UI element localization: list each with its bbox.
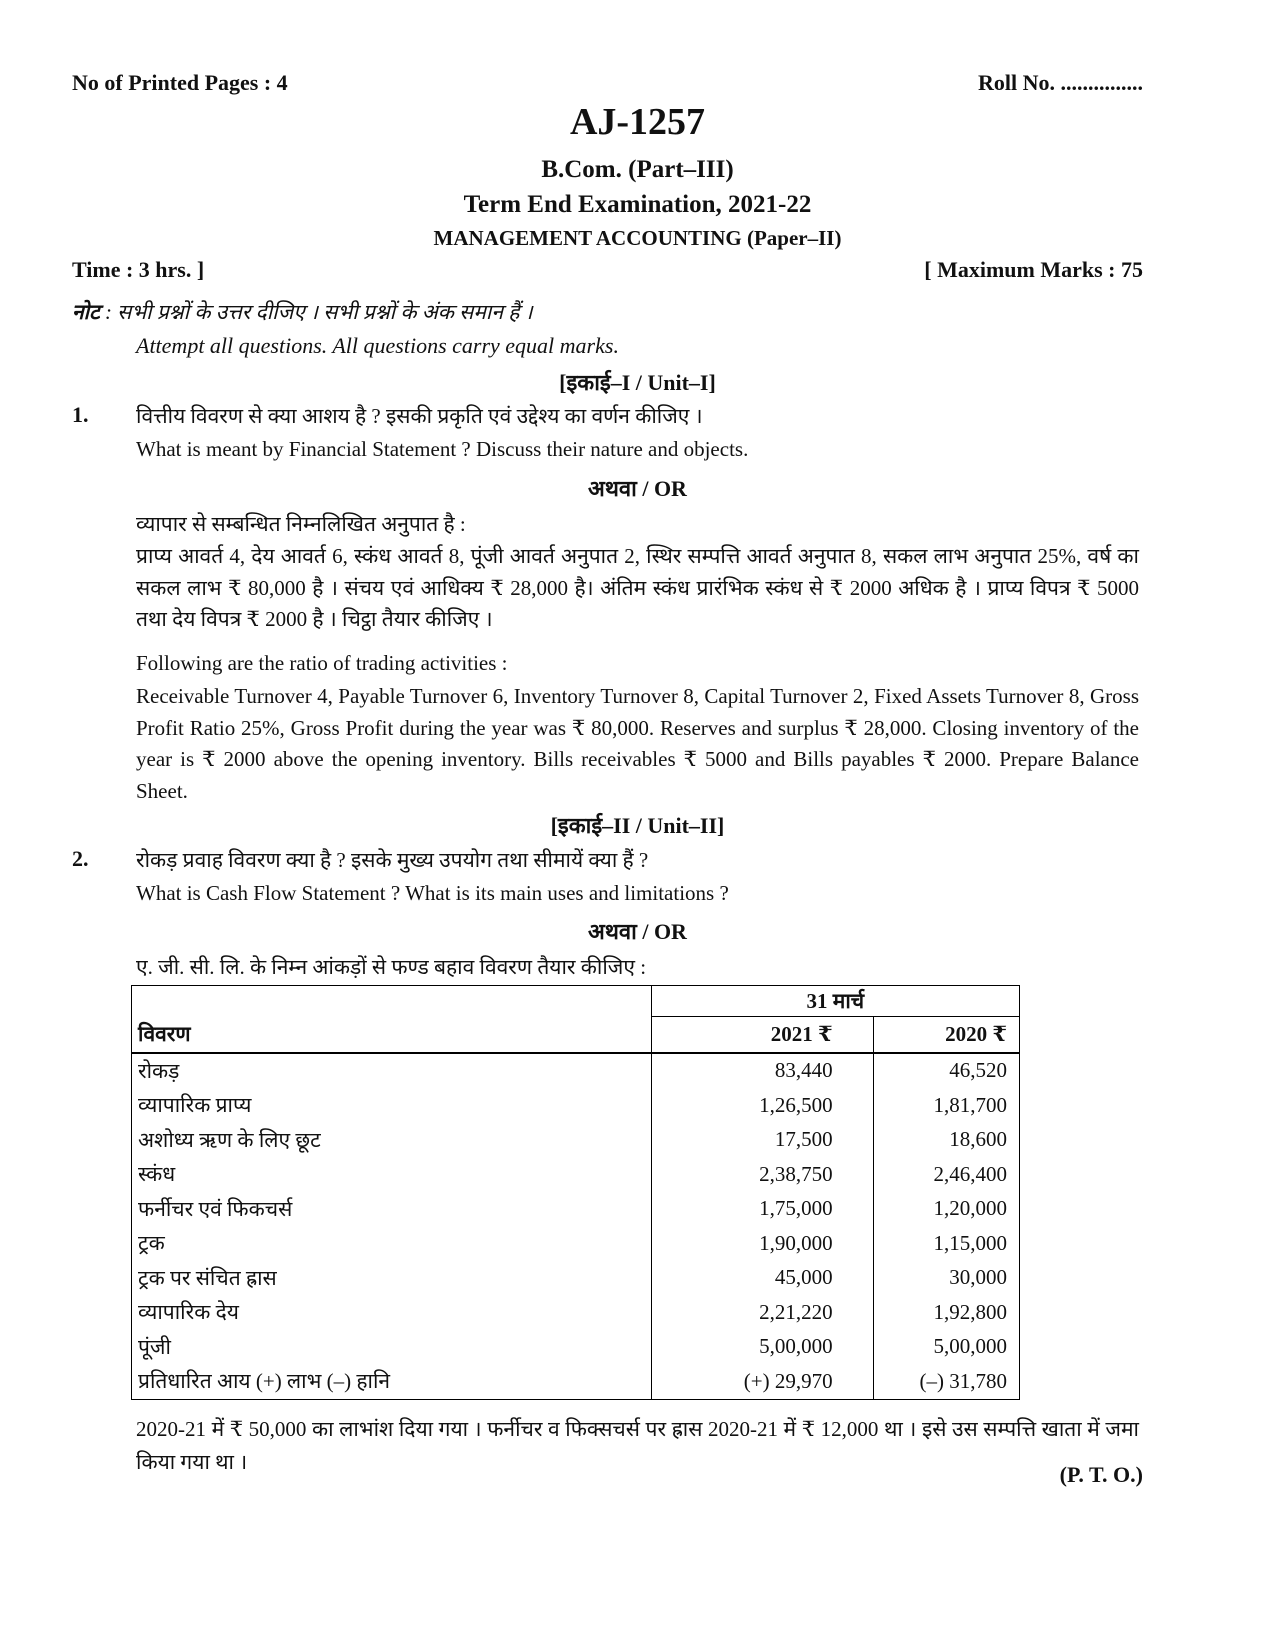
note-hindi — [72, 298, 533, 326]
table-cell-2020: 18,600 — [873, 1123, 1019, 1158]
question-1-hindi: वित्तीय विवरण से क्या आशय है ? इसकी प्रकृति एवं उद्देश्य का वर्णन कीजिए । — [136, 404, 703, 428]
column-header-particulars: विवरण — [132, 1017, 652, 1053]
table-cell-2021: 2,38,750 — [651, 1157, 873, 1192]
table-row — [132, 1088, 1020, 1123]
table-row — [132, 1226, 1020, 1261]
course-title: B.Com. (Part–III) — [541, 156, 734, 183]
table-cell-2020: (–) 31,780 — [873, 1364, 1019, 1399]
table-cell-label: स्कंध — [132, 1157, 652, 1192]
or-divider-2: अथवा / OR — [588, 919, 687, 944]
question-1-alt-hindi-body: प्राप्य आवर्त 4, देय आवर्त 6, स्कंध आवर्त 8, पूंजी आवर्त अनुपात 2, स्थिर सम्पत्ति आवर्त अनुपात 8, सकल लाभ अनुपात 25%, वर्ष का सकल लाभ ₹ 80,000 है । संचय एवं आधिक्य ₹ 28,000 है। अंतिम स्कंध प्रारंभिक स्कंध से ₹ 2000 अधिक है । प्राप्य विपत्र ₹ 5000 तथा देय विपत्र ₹ 2000 है । चिट्ठा तैयार कीजिए । — [136, 544, 1139, 631]
time-allowed: Time : 3 hrs. ] — [72, 257, 205, 282]
question-1-alt-english-intro: Following are the ratio of trading activities : — [136, 651, 508, 675]
column-header-2020: 2020 ₹ — [873, 1017, 1019, 1053]
table-cell-2020: 5,00,000 — [873, 1330, 1019, 1365]
question-2-english: What is Cash Flow Statement ? What is its main uses and limitations ? — [136, 881, 729, 905]
maximum-marks: [ Maximum Marks : 75 — [924, 257, 1143, 282]
table-cell-2021: 1,90,000 — [651, 1226, 873, 1261]
date-header: 31 मार्च — [651, 986, 1019, 1017]
subject-title: MANAGEMENT ACCOUNTING (Paper–II) — [433, 226, 842, 250]
table-cell-2020: 1,81,700 — [873, 1088, 1019, 1123]
table-cell-2021: (+) 29,970 — [651, 1364, 873, 1399]
table-cell-label: रोकड़ — [132, 1053, 652, 1089]
table-cell-label: अशोध्य ऋण के लिए छूट — [132, 1123, 652, 1158]
fund-flow-data-table — [131, 985, 1020, 1400]
note-english: Attempt all questions. All questions carry equal marks. — [136, 333, 619, 358]
unit-2-heading: [इकाई–II / Unit–II] — [550, 813, 725, 838]
roll-number: Roll No. ............... — [978, 70, 1143, 95]
question-2-alt-intro: ए. जी. सी. लि. के निम्न आंकड़ों से फण्ड बहाव विवरण तैयार कीजिए : — [136, 955, 647, 979]
table-cell-2021: 5,00,000 — [651, 1330, 873, 1365]
table-cell-2021: 1,26,500 — [651, 1088, 873, 1123]
table-cell-2020: 30,000 — [873, 1261, 1019, 1296]
question-1-alt-english-body: Receivable Turnover 4, Payable Turnover 6, Inventory Turnover 8, Capital Turnover 2, Fixed Assets Turnover 8, Gross Profit Ratio 25%, Gross Profit during the year was ₹ 80,000. Reserves and surplus ₹ 28,000. Closing inventory of the year is ₹ 2000 above the opening inventory. Bills receivables ₹ 5000 and Bills payables ₹ 2000. Prepare Balance Sheet. — [136, 684, 1139, 803]
table-cell-label: फर्नीचर एवं फिकचर्स — [132, 1192, 652, 1227]
table-cell-2020: 1,15,000 — [873, 1226, 1019, 1261]
table-cell-2021: 45,000 — [651, 1261, 873, 1296]
paper-code: AJ-1257 — [569, 101, 706, 143]
table-cell-2020: 1,92,800 — [873, 1295, 1019, 1330]
table-cell-label: ट्रक — [132, 1226, 652, 1261]
question-2-footnote: 2020-21 में ₹ 50,000 का लाभांश दिया गया । फर्नीचर व फिक्सचर्स पर ह्रास 2020-21 में ₹ 12,000 था । इसे उस सम्पत्ति खाता में जमा किया गया था । — [136, 1417, 1139, 1474]
table-row — [132, 1053, 1020, 1089]
printed-pages: No of Printed Pages : 4 — [72, 70, 288, 95]
table-cell-2021: 17,500 — [651, 1123, 873, 1158]
question-2-hindi: रोकड़ प्रवाह विवरण क्या है ? इसके मुख्य उपयोग तथा सीमायें क्या हैं ? — [136, 848, 649, 872]
table-row — [132, 1261, 1020, 1296]
table-cell-2020: 2,46,400 — [873, 1157, 1019, 1192]
table-cell-label: व्यापारिक प्राप्य — [132, 1088, 652, 1123]
unit-1-heading: [इकाई–I / Unit–I] — [559, 370, 716, 395]
please-turn-over: (P. T. O.) — [1059, 1462, 1143, 1487]
table-cell-2021: 83,440 — [651, 1053, 873, 1089]
exam-title: Term End Examination, 2021-22 — [463, 191, 812, 218]
table-cell-label: प्रतिधारित आय (+) लाभ (–) हानि — [132, 1364, 652, 1399]
table-row — [132, 1364, 1020, 1399]
question-1-alt-hindi-intro: व्यापार से सम्बन्धित निम्नलिखित अनुपात है : — [136, 512, 466, 536]
table-cell-2021: 2,21,220 — [651, 1295, 873, 1330]
table-header-row-date — [132, 986, 1020, 1017]
table-cell-label: ट्रक पर संचित ह्रास — [132, 1261, 652, 1296]
note-label: नोट — [72, 300, 100, 324]
table-cell-2020: 1,20,000 — [873, 1192, 1019, 1227]
table-row — [132, 1123, 1020, 1158]
question-1-number: 1. — [72, 402, 89, 427]
table-cell-label: व्यापारिक देय — [132, 1295, 652, 1330]
table-row — [132, 1157, 1020, 1192]
question-1-english: What is meant by Financial Statement ? Discuss their nature and objects. — [136, 437, 749, 461]
table-cell-2021: 1,75,000 — [651, 1192, 873, 1227]
or-divider-1: अथवा / OR — [588, 476, 687, 501]
table-row — [132, 1295, 1020, 1330]
table-row — [132, 1192, 1020, 1227]
table-header-row-columns — [132, 1017, 1020, 1053]
table-header-blank — [132, 986, 652, 1017]
table-cell-label: पूंजी — [132, 1330, 652, 1365]
note-hindi-text: : सभी प्रश्नों के उत्तर दीजिए । सभी प्रश्नों के अंक समान हैं । — [104, 300, 533, 324]
table-row — [132, 1330, 1020, 1365]
question-2-number: 2. — [72, 846, 89, 871]
column-header-2021: 2021 ₹ — [651, 1017, 873, 1053]
table-cell-2020: 46,520 — [873, 1053, 1019, 1089]
